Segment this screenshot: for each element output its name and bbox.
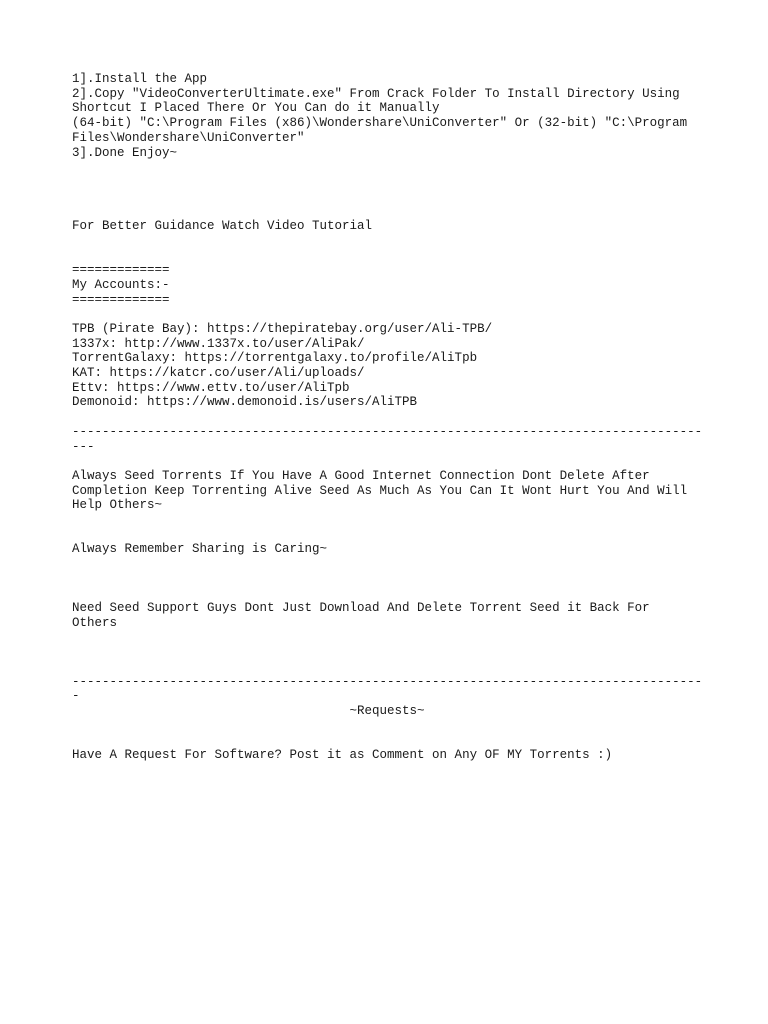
account-link-ettv: Ettv: https://www.ettv.to/user/AliTpb bbox=[72, 380, 350, 395]
divider-line: - bbox=[72, 689, 80, 704]
spacer bbox=[72, 454, 702, 469]
step-line: 3].Done Enjoy~ bbox=[72, 145, 178, 160]
spacer bbox=[72, 234, 702, 263]
guidance-text: For Better Guidance Watch Video Tutorial bbox=[72, 219, 373, 234]
support-line: Others bbox=[72, 615, 118, 630]
support-message bbox=[72, 601, 702, 630]
divider-line: ------------------------------------------------------------------------------------ bbox=[72, 424, 703, 439]
spacer bbox=[72, 631, 702, 675]
accounts-title: My Accounts:- bbox=[72, 277, 170, 292]
divider-line: --- bbox=[72, 439, 95, 454]
accounts-rule-bottom: ============= bbox=[72, 292, 170, 307]
request-note: Have A Request For Software? Post it as Comment on Any OF MY Torrents :) bbox=[72, 748, 613, 763]
accounts-list bbox=[72, 322, 702, 410]
step-line: 2].Copy "VideoConverterUltimate.exe" From Crack Folder To Install Directory Using bbox=[72, 86, 680, 101]
spacer bbox=[72, 719, 702, 748]
sharing-text: Always Remember Sharing is Caring~ bbox=[72, 542, 328, 557]
spacer bbox=[72, 307, 702, 322]
seed-line: Help Others~ bbox=[72, 498, 163, 513]
account-link-kat: KAT: https://katcr.co/user/Ali/uploads/ bbox=[72, 366, 365, 381]
install-steps bbox=[72, 72, 702, 160]
step-line: 1].Install the App bbox=[72, 72, 208, 86]
divider-line: ------------------------------------------------------------------------------------ bbox=[72, 674, 703, 689]
step-line: Shortcut I Placed There Or You Can do it Manually bbox=[72, 101, 440, 116]
support-line: Need Seed Support Guys Dont Just Download And Delete Torrent Seed it Back For bbox=[72, 601, 650, 616]
divider-bottom bbox=[72, 675, 702, 704]
spacer bbox=[72, 513, 702, 542]
spacer bbox=[72, 410, 702, 425]
requests-heading: ~Requests~ bbox=[349, 704, 425, 719]
seed-line: Completion Keep Torrenting Alive Seed As Much As You Can It Wont Hurt You And Will bbox=[72, 483, 688, 498]
spacer bbox=[72, 557, 702, 601]
account-link-demonoid: Demonoid: https://www.demonoid.is/users/AliTPB bbox=[72, 395, 418, 410]
account-link-1337x: 1337x: http://www.1337x.to/user/AliPak/ bbox=[72, 336, 365, 351]
account-link-torrentgalaxy: TorrentGalaxy: https://torrentgalaxy.to/profile/AliTpb bbox=[72, 351, 478, 366]
account-link-tpb: TPB (Pirate Bay): https://thepiratebay.org/user/Ali-TPB/ bbox=[72, 321, 493, 336]
seed-message bbox=[72, 469, 702, 513]
step-line: (64-bit) "C:\Program Files (x86)\Wondershare\UniConverter" Or (32-bit) "C:\Program bbox=[72, 116, 688, 131]
divider-top bbox=[72, 425, 702, 454]
seed-line: Always Seed Torrents If You Have A Good Internet Connection Dont Delete After bbox=[72, 468, 650, 483]
accounts-rule-top: ============= bbox=[72, 263, 170, 278]
document-page bbox=[72, 72, 702, 763]
step-line: Files\Wondershare\UniConverter" bbox=[72, 130, 305, 145]
spacer bbox=[72, 160, 702, 219]
accounts-header bbox=[72, 263, 702, 307]
